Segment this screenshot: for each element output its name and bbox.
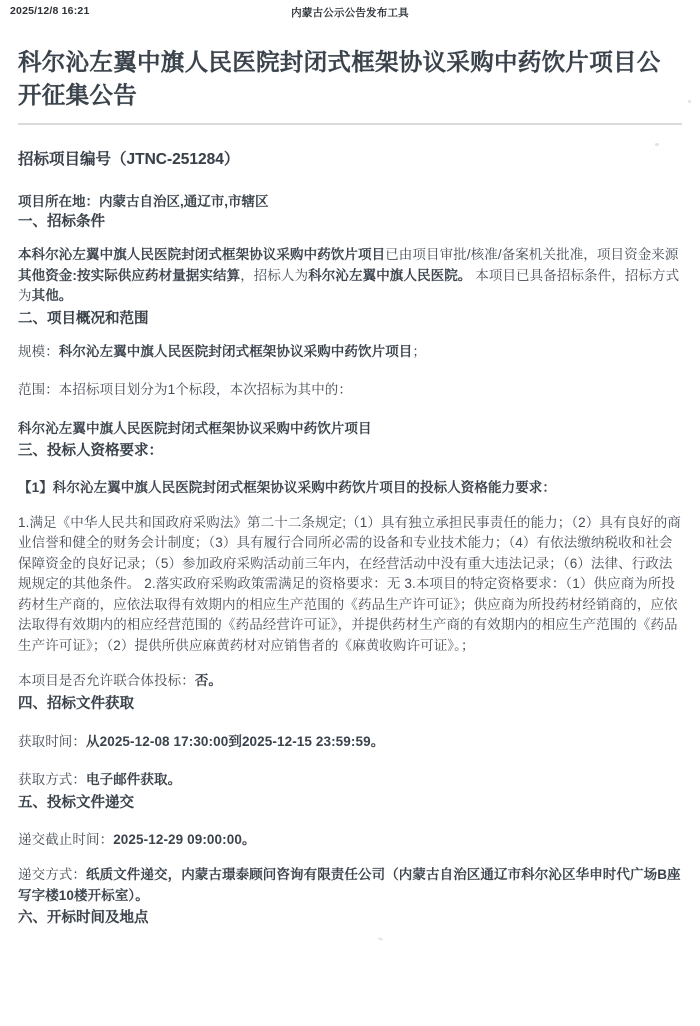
tenderer-name-bold: 科尔沁左翼中旗人民医院。 — [308, 267, 472, 283]
consortium-value-bold: 否。 — [194, 673, 223, 688]
publish-tool-title: 内蒙古公示公告发布工具 — [291, 7, 409, 19]
tender-method-text: 本项目已具备招标条件，招标方式为 — [18, 267, 680, 303]
submit-method-line — [18, 865, 682, 906]
section-6-heading: 六、开标时间及地点 — [18, 910, 149, 926]
submit-deadline-label: 递交截止时间： — [18, 831, 114, 847]
section-1-paragraph — [18, 245, 682, 307]
section-3-heading: 三、投标人资格要求： — [18, 443, 163, 459]
scale-value-bold: 科尔沁左翼中旗人民医院封闭式框架协议采购中药饮片项目 — [58, 343, 413, 359]
section-1-heading: 一、招标条件 — [18, 214, 105, 230]
qualification-requirements: 1.满足《中华人民共和国政府采购法》第二十二条规定;（1）具有独立承担民事责任的能力；（2）具有良好的商业信誉和健全的财务会计制度；（3）具有履行合同所必需的设备和专业技术能力；（4）有依法缴纳税收和社会保障资金的良好记录；（5）参加政府采购活动前三年内，在经营活动中没有重大违法记录；（6）法律、行政法规规定的其他条件。 2.落实政府采购政策需满足的资格要求：无 3.本项目的特定资格要求：（1）供应商为所投药材生产商的，应依法取得有效期内的相应生产范围的《药品生产许可证》；供应商为所投药材经销商的，应依法取得有效期内的相应经营范围的《药品经营许可证》，并提供药材生产商的有效期内的相应生产范围的《药品生产许可证》；（2）提供所供应麻黄药材对应销售者的《麻黄收购许可证》。； — [18, 514, 681, 653]
project-scale-line — [18, 342, 682, 363]
print-timestamp: 2025/12/8 16:21 — [10, 5, 90, 17]
project-number: 招标项目编号（JTNC-251284） — [18, 151, 240, 168]
announcement-title: 科尔沁左翼中旗人民医院封闭式框架协议采购中药饮片项目公开征集公告 — [18, 49, 661, 108]
section-4-heading: 四、招标文件获取 — [18, 695, 134, 712]
obtain-method-line — [18, 770, 682, 791]
obtain-time-value-bold: 从2025-12-08 17:30:00到2025-12-15 23:59:59。 — [86, 733, 385, 749]
lot-name-line — [18, 419, 682, 440]
project-location — [18, 190, 682, 210]
tender-method-bold: 其他。 — [31, 288, 73, 303]
approval-text: 已由项目审批/核准/备案机关批准，项目资金来源 — [385, 247, 679, 262]
scale-suffix: ； — [412, 343, 427, 359]
funding-source-bold: 其他资金:按实际供应药材量据实结算 — [18, 267, 241, 283]
scale-label: 规模： — [18, 343, 59, 359]
scan-artifact — [688, 100, 691, 103]
section-2-heading: 二、项目概况和范围 — [18, 310, 149, 327]
consortium-label: 本项目是否允许联合体投标： — [18, 673, 195, 688]
location-value: 内蒙古自治区,通辽市,市辖区 — [99, 194, 269, 209]
consortium-line — [18, 671, 682, 692]
scan-artifact — [378, 937, 383, 941]
obtain-method-label: 获取方式： — [18, 772, 86, 787]
obtain-method-value-bold: 电子邮件获取。 — [86, 772, 182, 787]
location-label: 项目所在地： — [18, 194, 99, 209]
submit-method-label: 递交方式： — [18, 867, 86, 882]
obtain-time-line — [18, 732, 682, 753]
title-divider — [18, 123, 682, 125]
qualification-subheading — [18, 478, 682, 499]
obtain-time-label: 获取时间： — [18, 733, 86, 749]
project-scope-line: 范围：本招标项目划分为1个标段，本次招标为其中的： — [18, 382, 353, 397]
submit-deadline-line — [18, 830, 682, 851]
section-5-heading: 五、投标文件递交 — [18, 794, 134, 811]
lot-name-bold: 科尔沁左翼中旗人民医院封闭式框架协议采购中药饮片项目 — [18, 420, 372, 436]
submit-deadline-value-bold: 2025-12-29 09:00:00。 — [113, 831, 256, 847]
scan-artifact — [655, 143, 659, 146]
project-name-bold: 本科尔沁左翼中旗人民医院封闭式框架协议采购中药饮片项目 — [18, 247, 386, 262]
print-header — [10, 5, 682, 20]
qualification-subheading-bold: 【1】科尔沁左翼中旗人民医院封闭式框架协议采购中药饮片项目的投标人资格能力要求： — [18, 480, 557, 495]
submit-method-value-bold: 纸质文件递交，内蒙古璟泰顾问咨询有限责任公司（内蒙古自治区通辽市科尔沁区华申时代广场B座写字楼10楼开标室）。 — [18, 867, 681, 903]
tenderer-lead-text: ，招标人为 — [240, 267, 309, 283]
